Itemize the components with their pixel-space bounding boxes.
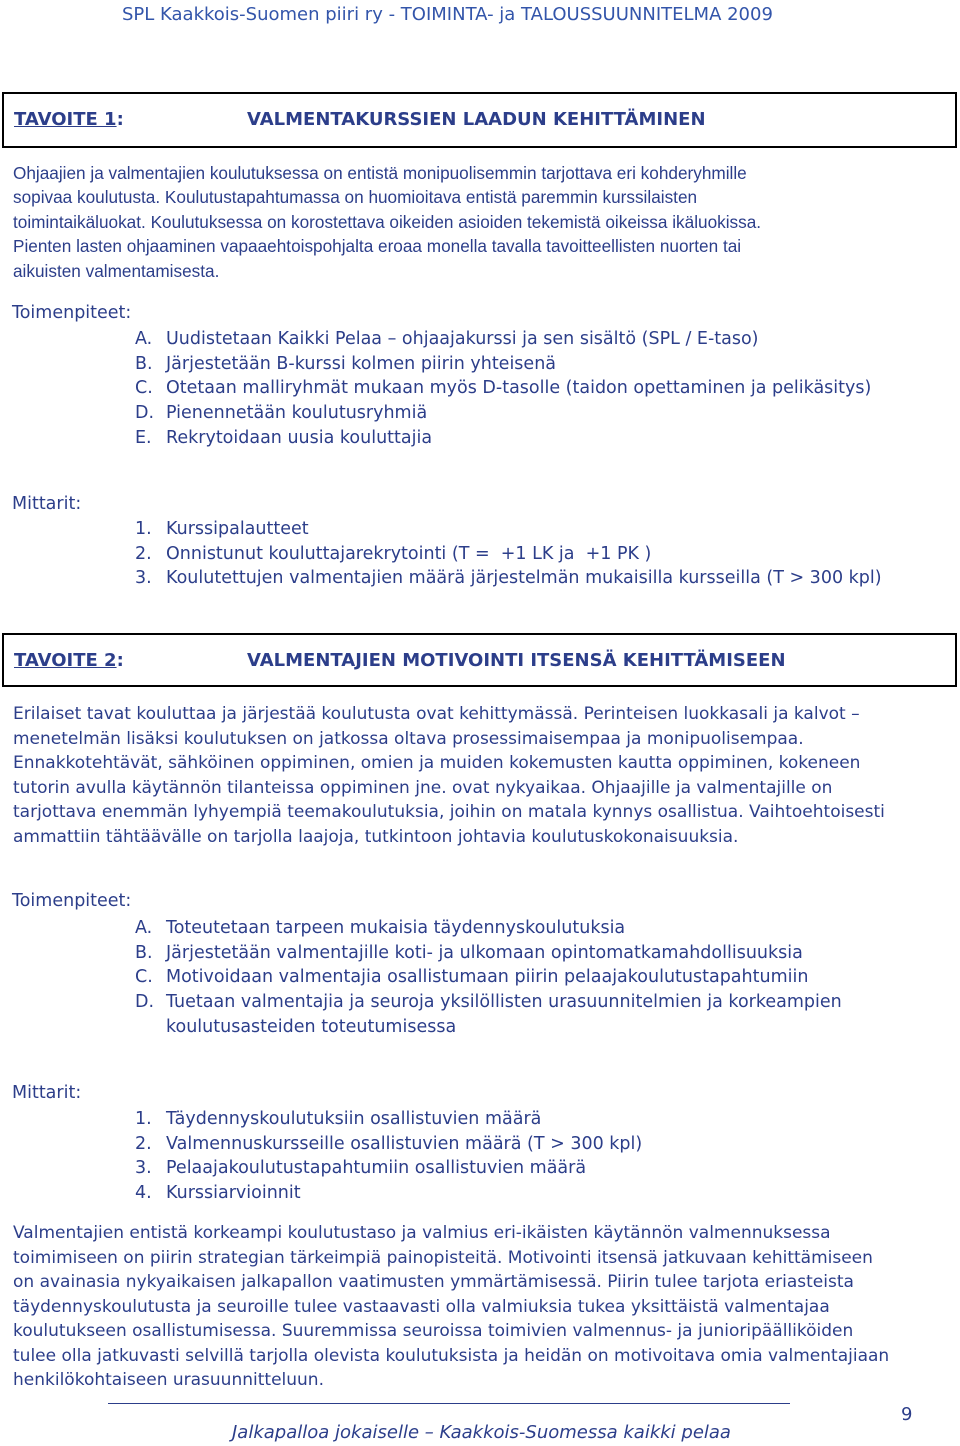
goal-1-label: TAVOITE 1: xyxy=(14,109,124,130)
goal-2-closing-paragraph: Valmentajien entistä korkeampi koulutustaso ja valmius eri-ikäisten käytännön valmennuksessa toimimiseen on piirin strategian tärkeimpiä painopisteitä. Motivointi itsensä jatkuvaan kehittämiseen on avainasia nykyaikaisen jalkapallon vaatimusten ymmärtämisessä. Piirin tulee tarjota eriasteista täydennyskoulutusta ja seuroille tulee vastaavasti olla valmiuksia tukea yksittäistä valmentajaa koulutukseen osallistumisessa. Suuremmissa seuroissa toimivien valmennus- ja junioripäälliköiden tulee olla jatkuvasti selvillä tarjolla olevista koulutuksista ja heidän on motivoitava omia valmentajiaan henkilökohtaiseen urasuunnitteluun. xyxy=(13,1223,890,1390)
list-item: C. Otetaan malliryhmät mukaan myös D-tasolle (taidon opettaminen ja pelikäsitys) xyxy=(135,378,872,399)
list-item: 4. Kurssiarvioinnit xyxy=(135,1183,301,1204)
goal-2-metrics-list xyxy=(135,1107,642,1206)
footer-motto: Jalkapalloa jokaiselle – Kaakkois-Suomessa kaikki pelaa xyxy=(232,1422,731,1443)
list-item: A. Uudistetaan Kaikki Pelaa – ohjaajakurssi ja sen sisältö (SPL / E-taso) xyxy=(135,329,759,349)
goal-1-title: VALMENTAKURSSIEN LAADUN KEHITTÄMINEN xyxy=(247,109,706,130)
page-number: 9 xyxy=(901,1404,913,1425)
goal-2-label: TAVOITE 2: xyxy=(14,650,124,671)
goal-2-metrics-label: Mittarit: xyxy=(12,1083,82,1103)
list-item: 3. Pelaajakoulutustapahtumiin osallistuvien määrä xyxy=(135,1158,587,1179)
goal-1-actions-label: Toimenpiteet: xyxy=(12,303,132,323)
list-item: 2. Onnistunut kouluttajarekrytointi (T = +1 LK ja +1 PK ) xyxy=(135,543,652,564)
page-header: SPL Kaakkois-Suomen piiri ry - TOIMINTA- ja TALOUSSUUNNITELMA 2009 xyxy=(122,4,773,25)
footer-divider xyxy=(108,1403,790,1404)
list-item: C. Motivoidaan valmentajia osallistumaan piirin pelaajakoulutustapahtumiin xyxy=(135,967,809,988)
list-item: 2. Valmennuskursseille osallistuvien määrä (T > 300 kpl) xyxy=(135,1133,643,1154)
goal-2-actions-label: Toimenpiteet: xyxy=(12,891,132,911)
list-item: E. Rekrytoidaan uusia kouluttajia xyxy=(135,427,433,448)
goal-1-metrics-label: Mittarit: xyxy=(12,494,82,514)
list-item: B. Järjestetään valmentajille koti- ja ulkomaan opintomatkamahdollisuuksia xyxy=(135,942,803,963)
goal-1-header-box xyxy=(2,92,957,148)
list-item: B. Järjestetään B-kurssi kolmen piirin yhteisenä xyxy=(135,353,557,374)
goal-1-actions-list xyxy=(135,327,871,451)
goal-1-description: Ohjaajien ja valmentajien koulutuksessa on entistä monipuolisemmin tarjottava eri kohderyhmille sopivaa koulutusta. Koulutustapahtumassa on huomioitava entistä paremmin kurssilaisten toimintaikäluokat. Koulutuksessa on korostettava oikeiden asioiden tekemistä oikeissa ikäluokissa. Pienten lasten ohjaaminen vapaaehtoispohjalta eroaa monella tavalla tavoitteellisten nuorten tai aikuisten valmentamisesta. xyxy=(13,163,762,281)
list-item: 1. Täydennyskoulutuksiin osallistuvien määrä xyxy=(135,1109,542,1129)
list-item: 1. Kurssipalautteet xyxy=(135,519,309,539)
goal-2-actions-list xyxy=(135,916,842,1040)
list-item: A. Toteutetaan tarpeen mukaisia täydennyskoulutuksia xyxy=(135,918,626,938)
goal-2-title: VALMENTAJIEN MOTIVOINTI ITSENSÄ KEHITTÄMISEEN xyxy=(247,650,786,671)
goal-2-header-box xyxy=(2,633,957,687)
list-item: D. Tuetaan valmentajia ja seuroja yksilöllisten urasuunnitelmien ja korkeampien xyxy=(135,992,842,1013)
list-item: koulutusasteiden toteutumisessa xyxy=(166,1016,457,1037)
list-item: 3. Koulutettujen valmentajien määrä järjestelmän mukaisilla kursseilla (T > 300 kpl) xyxy=(135,568,882,589)
goal-1-metrics-list xyxy=(135,517,882,591)
list-item: D. Pienennetään koulutusryhmiä xyxy=(135,403,428,424)
goal-2-description: Erilaiset tavat kouluttaa ja järjestää koulutusta ovat kehittymässä. Perinteisen luokkasali ja kalvot – menetelmän lisäksi koulutuksen on jatkossa oltava prosessimaisempaa ja monipuolisempaa. Ennakkotehtävät, sähköinen oppiminen, omien ja muiden kokemusten kautta oppiminen, kokeneen tutorin avulla käytännön tilanteissa oppiminen jne. ovat nykyaikaa. Ohjaajille ja valmentajille on tarjottava enemmän lyhyempiä teemakoulutuksia, joihin on matala kynnys osallistua. Vaihtoehtoisesti ammattiin tähtäävälle on tarjolla laajoja, tutkintoon johtavia koulutuskokonaisuuksia. xyxy=(13,704,885,847)
